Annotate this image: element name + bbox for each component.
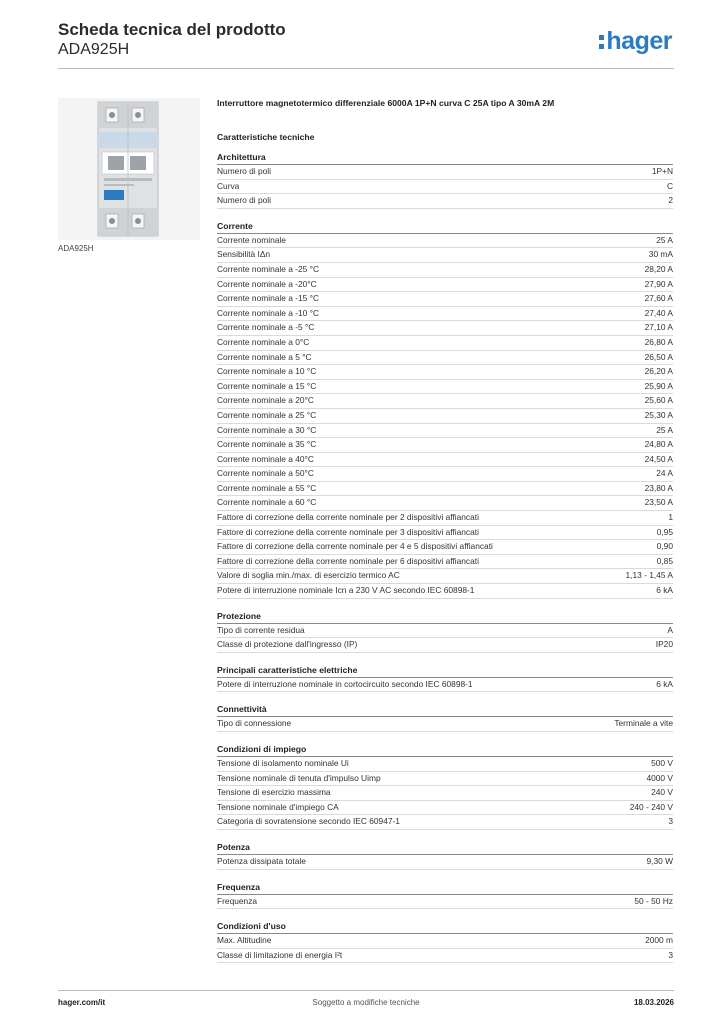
spec-row (217, 409, 673, 424)
spec-label: Potere di interruzione nominale in cortocircuito secondo IEC 60898-1 (217, 678, 473, 689)
product-description: Interruttore magnetotermico differenziale 6000A 1P+N curva C 25A tipo A 30mA 2M (217, 98, 555, 108)
spec-value: A (667, 624, 673, 635)
footer-note: Soggetto a modifiche tecniche (312, 998, 420, 1007)
spec-value: 240 V (651, 787, 673, 798)
spec-value: 240 - 240 V (629, 801, 673, 812)
spec-sections (217, 150, 673, 963)
spec-label: Corrente nominale a 55 °C (217, 482, 317, 493)
spec-row (217, 511, 673, 526)
spec-value: 2000 m (645, 935, 673, 946)
spec-value: 0,95 (656, 526, 673, 537)
spec-row (217, 717, 673, 732)
spec-section (217, 880, 673, 910)
spec-label: Fattore di correzione della corrente nominale per 6 dispositivi affiancati (217, 555, 479, 566)
spec-row (217, 638, 673, 653)
spec-row (217, 801, 673, 816)
spec-value: 26,50 A (644, 351, 673, 362)
product-image-caption: ADA925H (58, 244, 94, 253)
spec-row (217, 380, 673, 395)
spec-row (217, 949, 673, 964)
spec-label: Fattore di correzione della corrente nominale per 4 e 5 dispositivi affiancati (217, 541, 493, 552)
product-code: ADA925H (58, 41, 130, 58)
spec-label: Corrente nominale a 25 °C (217, 409, 317, 420)
section-title: Connettività (217, 702, 673, 717)
spec-value: 30 mA (648, 249, 673, 260)
spec-row (217, 194, 673, 209)
spec-label: Potenza dissipata totale (217, 855, 306, 866)
header-divider (58, 68, 674, 69)
spec-label: Corrente nominale a 35 °C (217, 439, 317, 450)
spec-label: Corrente nominale (217, 234, 286, 245)
logo-text: hager (606, 27, 672, 55)
spec-section (217, 702, 673, 732)
spec-value: 3 (668, 949, 673, 960)
spec-section (217, 919, 673, 963)
spec-section (217, 219, 673, 599)
spec-value: 25,60 A (644, 395, 673, 406)
spec-value: 50 - 50 Hz (634, 895, 673, 906)
spec-value: 9,30 W (646, 855, 673, 866)
spec-value: 25 A (656, 234, 673, 245)
spec-row (217, 321, 673, 336)
spec-row (217, 336, 673, 351)
spec-value: 24,50 A (644, 453, 673, 464)
spec-row (217, 424, 673, 439)
spec-row (217, 584, 673, 599)
spec-label: Tensione nominale d'impiego CA (217, 801, 339, 812)
page-title: Scheda tecnica del prodotto (58, 20, 286, 39)
spec-row (217, 855, 673, 870)
spec-row (217, 234, 673, 249)
spec-row (217, 540, 673, 555)
spec-section (217, 840, 673, 870)
section-title: Frequenza (217, 880, 673, 895)
spec-row (217, 438, 673, 453)
spec-value: 3 (668, 816, 673, 827)
section-title: Potenza (217, 840, 673, 855)
spec-value: 27,10 A (644, 322, 673, 333)
spec-label: Corrente nominale a 30 °C (217, 424, 317, 435)
spec-value: 27,40 A (644, 307, 673, 318)
footer-divider (58, 990, 674, 991)
spec-label: Corrente nominale a -20°C (217, 278, 317, 289)
spec-row (217, 815, 673, 830)
footer-date: 18.03.2026 (633, 998, 674, 1007)
spec-label: Frequenza (217, 895, 258, 906)
spec-row (217, 292, 673, 307)
spec-value: 23,50 A (644, 497, 673, 508)
tech-heading: Caratteristiche tecniche (217, 132, 315, 142)
page-footer (58, 998, 674, 1010)
spec-label: Numero di poli (217, 195, 271, 206)
spec-label: Corrente nominale a 15 °C (217, 380, 317, 391)
section-title: Condizioni di impiego (217, 742, 673, 757)
spec-row (217, 569, 673, 584)
spec-value: IP20 (655, 639, 673, 650)
spec-row (217, 248, 673, 263)
spec-row (217, 453, 673, 468)
spec-label: Sensibilità IΔn (217, 249, 271, 260)
spec-label: Classe di protezione dall'ingresso (IP) (217, 639, 358, 650)
spec-label: Categoria di sovratensione secondo IEC 60947-1 (217, 816, 400, 827)
hager-logo (599, 27, 672, 55)
spec-value: 26,20 A (644, 366, 673, 377)
section-title: Protezione (217, 609, 673, 624)
spec-row (217, 555, 673, 570)
spec-row (217, 394, 673, 409)
spec-row (217, 526, 673, 541)
spec-label: Tipo di connessione (217, 718, 292, 729)
spec-value: 24 A (656, 468, 673, 479)
spec-row (217, 482, 673, 497)
spec-value: 6 kA (656, 678, 673, 689)
section-title: Corrente (217, 219, 673, 234)
page-header (58, 20, 674, 68)
spec-value: 25,90 A (644, 380, 673, 391)
footer-website: hager.com/it (58, 998, 106, 1007)
spec-row (217, 365, 673, 380)
spec-value: 24,80 A (644, 439, 673, 450)
spec-label: Classe di limitazione di energia I²t (217, 949, 343, 960)
spec-label: Max. Altitudine (217, 935, 272, 946)
section-title: Principali caratteristiche elettriche (217, 663, 673, 678)
spec-value: 1 (668, 512, 673, 523)
spec-value: 23,80 A (644, 482, 673, 493)
spec-value: 28,20 A (644, 263, 673, 274)
spec-row (217, 757, 673, 772)
spec-row (217, 496, 673, 511)
spec-label: Potere di interruzione nominale Icn a 230 V AC secondo IEC 60898-1 (217, 585, 475, 596)
spec-section (217, 609, 673, 653)
spec-value: Terminale a vite (614, 718, 673, 729)
spec-value: 2 (668, 195, 673, 206)
spec-row (217, 263, 673, 278)
spec-label: Tensione di esercizio massima (217, 787, 331, 798)
spec-value: 25,30 A (644, 409, 673, 420)
spec-section (217, 150, 673, 209)
spec-value: 500 V (651, 758, 673, 768)
product-image (58, 98, 200, 240)
spec-value: 0,85 (656, 555, 673, 566)
spec-value: 0,90 (656, 541, 673, 552)
spec-label: Corrente nominale a 0°C (217, 336, 310, 347)
spec-row (217, 624, 673, 639)
spec-label: Corrente nominale a 60 °C (217, 497, 317, 508)
spec-label: Tensione di isolamento nominale Ui (217, 758, 349, 768)
spec-value: 6 kA (656, 585, 673, 596)
spec-label: Corrente nominale a 10 °C (217, 366, 317, 377)
spec-row (217, 678, 673, 693)
spec-label: Corrente nominale a -25 °C (217, 263, 320, 274)
spec-value: 26,80 A (644, 336, 673, 347)
spec-label: Valore di soglia min./max. di esercizio termico AC (217, 570, 400, 581)
spec-value: 27,90 A (644, 278, 673, 289)
spec-row (217, 895, 673, 910)
breaker-illustration (58, 98, 200, 240)
spec-value: 27,60 A (644, 293, 673, 304)
spec-value: C (666, 180, 673, 191)
spec-row (217, 351, 673, 366)
spec-label: Corrente nominale a 50°C (217, 468, 314, 479)
spec-row (217, 180, 673, 195)
spec-value: 25 A (656, 424, 673, 435)
spec-label: Curva (217, 180, 240, 191)
spec-label: Fattore di correzione della corrente nominale per 3 dispositivi affiancati (217, 526, 479, 537)
spec-label: Corrente nominale a -15 °C (217, 293, 320, 304)
spec-label: Corrente nominale a -10 °C (217, 307, 320, 318)
spec-section (217, 742, 673, 830)
spec-value: 1,13 - 1,45 A (625, 570, 673, 581)
spec-label: Corrente nominale a -5 °C (217, 322, 315, 333)
spec-row (217, 934, 673, 949)
spec-label: Corrente nominale a 5 °C (217, 351, 312, 362)
spec-label: Corrente nominale a 20°C (217, 395, 314, 406)
spec-row (217, 278, 673, 293)
spec-row (217, 467, 673, 482)
section-title: Condizioni d'uso (217, 919, 673, 934)
spec-label: Tipo di corrente residua (217, 624, 305, 635)
spec-row (217, 165, 673, 180)
spec-label: Numero di poli (217, 166, 271, 176)
logo-colon-icon (599, 33, 604, 50)
spec-row (217, 772, 673, 787)
spec-label: Corrente nominale a 40°C (217, 453, 314, 464)
spec-value: 1P+N (651, 166, 673, 176)
spec-row (217, 307, 673, 322)
spec-label: Fattore di correzione della corrente nominale per 2 dispositivi affiancati (217, 512, 479, 523)
spec-section (217, 663, 673, 693)
spec-row (217, 786, 673, 801)
section-title: Architettura (217, 150, 673, 165)
spec-content (217, 96, 673, 963)
spec-label: Tensione nominale di tenuta d'impulso Uimp (217, 772, 381, 783)
spec-value: 4000 V (646, 772, 673, 783)
